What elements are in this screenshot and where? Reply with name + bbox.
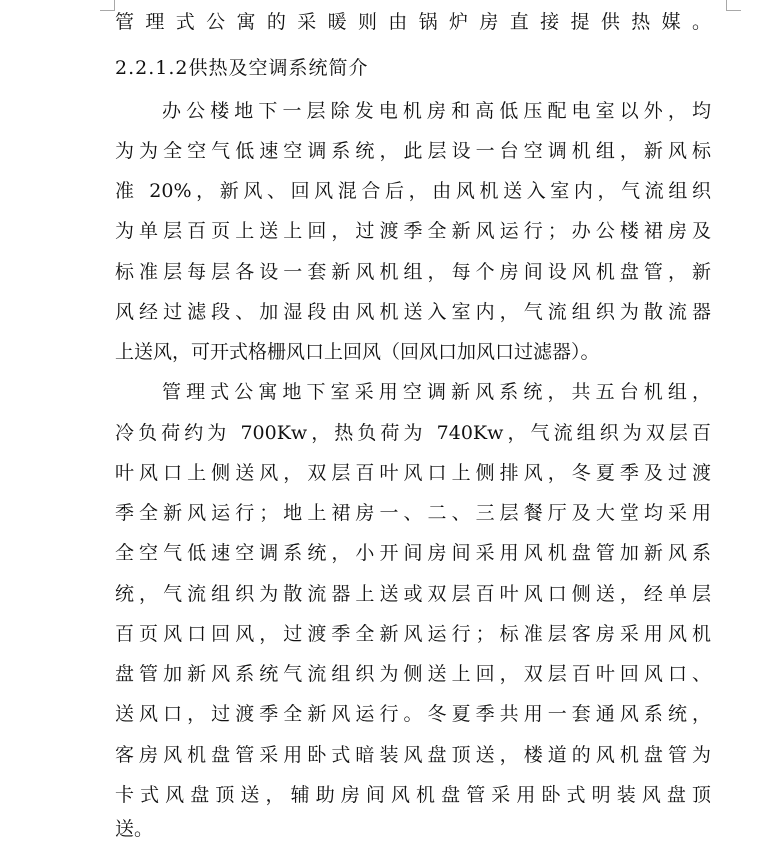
text-line: 风经过滤段、加湿段由风机送入室内，气流组织为散流器	[115, 301, 711, 323]
text-line: 送。	[115, 818, 154, 840]
right-margin-corner-mark	[726, 0, 741, 11]
text-line: 叶风口上侧送风，双层百叶风口上侧排风，冬夏季及过渡	[115, 462, 711, 484]
text-line: 统，气流组织为散流器上送或双层百叶风口侧送，经单层	[115, 583, 711, 605]
text-line: 全空气低速空调系统，小开间房间采用风机盘管加新风系	[115, 542, 711, 564]
text-line: 管理式公寓的采暖则由锅炉房直接提供热媒。	[115, 11, 711, 33]
text-line: 送风口，过渡季全新风运行。冬夏季共用一套通风系统，	[115, 703, 711, 725]
text-line: 准 20%，新风、回风混合后，由风机送入室内，气流组织	[115, 180, 711, 202]
text-line: 客房风机盘管采用卧式暗装风盘顶送，楼道的风机盘管为	[115, 744, 711, 766]
text-line: 冷负荷约为 700Kw，热负荷为 740Kw，气流组织为双层百	[115, 422, 711, 444]
text-line: 盘管加新风系统气流组织为侧送上回，双层百叶回风口、	[115, 663, 711, 685]
text-line: 为为全空气低速空调系统，此层设一台空调机组，新风标	[115, 140, 711, 162]
text-line: 季全新风运行；地上裙房一、二、三层餐厅及大堂均采用	[115, 502, 711, 524]
text-line: 百页风口回风，过渡季全新风运行；标准层客房采用风机	[115, 623, 711, 645]
section-heading: 2.2.1.2供热及空调系统简介	[115, 57, 369, 79]
paragraph-first-line: 办公楼地下一层除发电机房和高低压配电室以外，均	[162, 100, 711, 122]
left-margin-corner-mark	[100, 0, 115, 11]
text-line: 上送风，可开式格栅风口上回风（回风口加风口过滤器）。	[115, 341, 600, 363]
text-line: 标准层每层各设一套新风机组，每个房间设风机盘管，新	[115, 261, 711, 283]
text-line: 为单层百页上送上回，过渡季全新风运行；办公楼裙房及	[115, 220, 711, 242]
text-line: 卡式风盘顶送，辅助房间风机盘管采用卧式明装风盘顶	[115, 784, 711, 806]
paragraph-first-line: 管理式公寓地下室采用空调新风系统，共五台机组，	[162, 381, 711, 403]
